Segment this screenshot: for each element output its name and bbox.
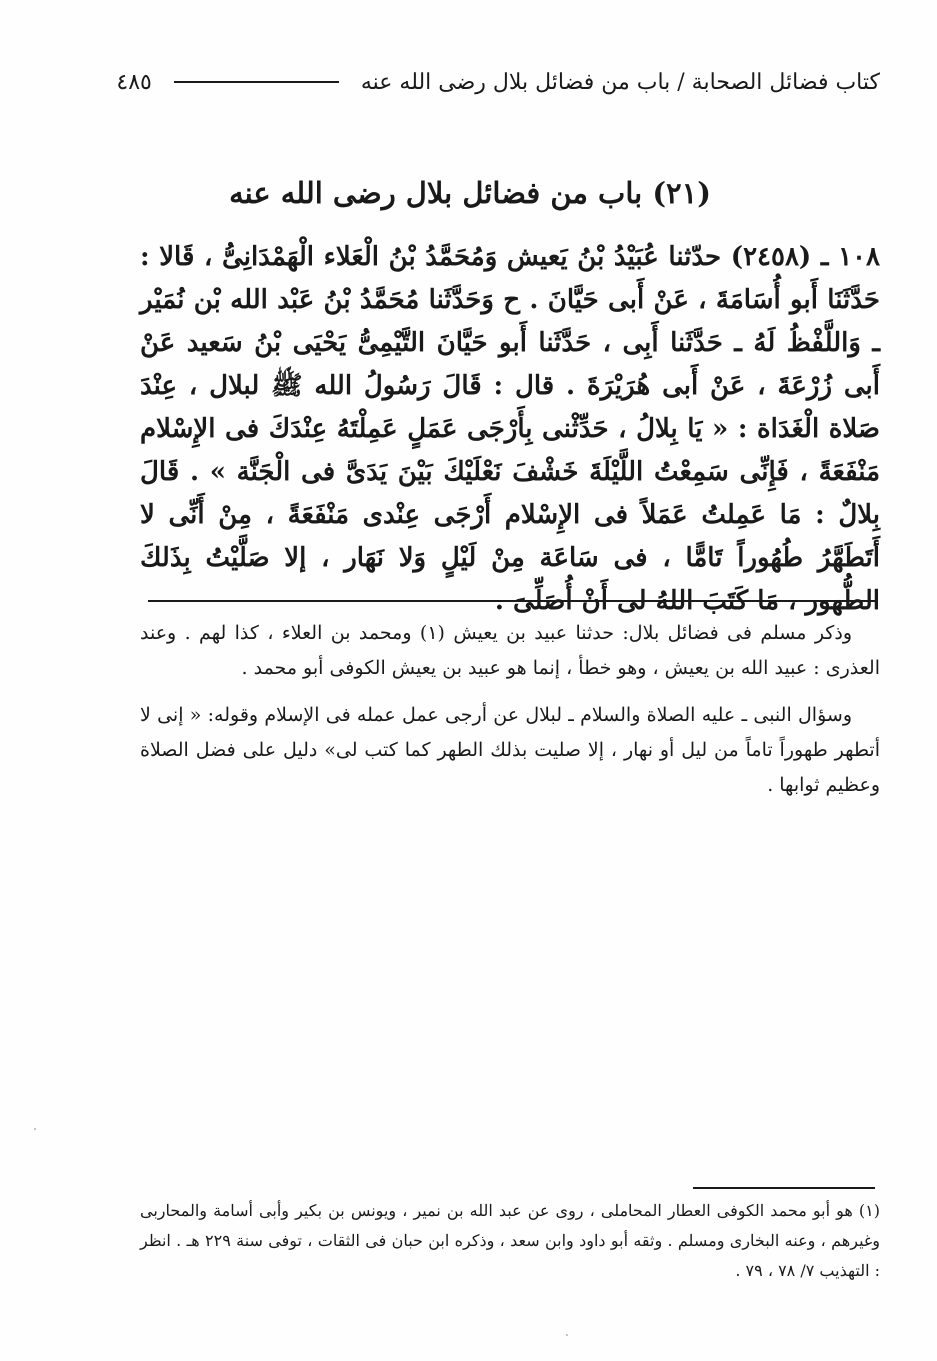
commentary-paragraph-1: وذكر مسلم فى فضائل بلال: حدثنا عبيد بن يعيش (١) ومحمد بن العلاء ، كذا لهم . وعند العذرى : عبيد الله بن يعيش ، وهو خطأ ، إنما هو عبيد بن يعيش الكوفى أبو محمد . bbox=[140, 622, 880, 679]
scan-speck bbox=[34, 1128, 36, 1130]
section-divider bbox=[148, 600, 878, 602]
page-number: ٤٨٥ bbox=[116, 69, 152, 95]
scan-speck bbox=[566, 1334, 568, 1336]
hadith-text-block bbox=[140, 236, 880, 623]
commentary-paragraph-2: وسؤال النبى ـ عليه الصلاة والسلام ـ لبلال عن أرجى عمل عمله فى الإسلام وقوله: « إنى لا أتطهر طهوراً تاماً من ليل أو نهار ، إلا صليت بذلك الطهر كما كتب لى» دليل على فضل الصلاة وعظيم ثوابها . bbox=[140, 704, 880, 796]
footnote-block bbox=[140, 1196, 880, 1286]
running-title: كتاب فضائل الصحابة / باب من فضائل بلال رضى الله عنه bbox=[360, 69, 880, 95]
commentary-block bbox=[140, 616, 880, 815]
header-rule bbox=[174, 81, 339, 83]
hadith-paragraph: ١٠٨ ـ (٢٤٥٨) حدّثنا عُبَيْدُ بْنُ يَعيش وَمُحَمَّدُ بْنُ الْعَلاء الْهَمْدَانِىُّ ، قَالا : حَدَّثَنَا أَبو أُسَامَةَ ، عَنْ أَبى حَيَّانَ . ح وَحَدَّثَنا مُحَمَّدُ بْنُ عَبْد الله بْن نُمَيْر ـ وَاللَّفْظُ لَهُ ـ حَدَّثَنا أَبِى ، حَدَّثَنا أَبو حَيَّانَ التَّيْمِىُّ يَحْيَى بْنُ سَعيد عَنْ أَبى زُرْعَةَ ، عَنْ أَبى هُرَيْرَةَ . قال : قَالَ رَسُولُ الله ﷺ لبلال ، عِنْدَ صَلاة الْغَدَاة : « يَا بِلالُ ، حَدِّثْنى بِأَرْجَى عَمَلٍ عَمِلْتَهُ عِنْدَكَ فى الإِسْلام مَنْفَعَةً ، فَإِنِّى سَمِعْتُ اللَّيْلَةَ خَشْفَ نَعْلَيْكَ بَيْنَ يَدَىَّ فى الْجَنَّة » . قَالَ بِلالٌ : مَا عَمِلتُ عَمَلاً فى الإِسْلام أَرْجَى عِنْدى مَنْفَعَةً ، مِنْ أَنِّى لا أَتَطَهَّرُ طُهُوراً تَامًّا ، فى سَاعَة مِنْ لَيْلٍ وَلا نَهَار ، إلا صَلَّيْتُ بِذَلكَ الطُّهور ، مَا كَتَبَ اللهُ لى أَنْ أُصَلِّىَ . bbox=[140, 242, 880, 616]
footnote-text: (١) هو أبو محمد الكوفى العطار المحاملى ، روى عن عبد الله بن نمير ، ويونس بن بكير وأبى أسامة والمحاربى وغيرهم ، وعنه البخارى ومسلم . وثقه أبو داود وابن سعد ، وذكره ابن حبان فى الثقات ، توفى سنة ٢٢٩ هـ . انظر : التهذيب ٧/ ٧٨ ، ٧٩ . bbox=[140, 1201, 880, 1280]
footnote-rule bbox=[693, 1187, 875, 1189]
chapter-heading: (٢١) باب من فضائل بلال رضى الله عنه bbox=[229, 176, 711, 210]
running-header bbox=[116, 62, 880, 102]
